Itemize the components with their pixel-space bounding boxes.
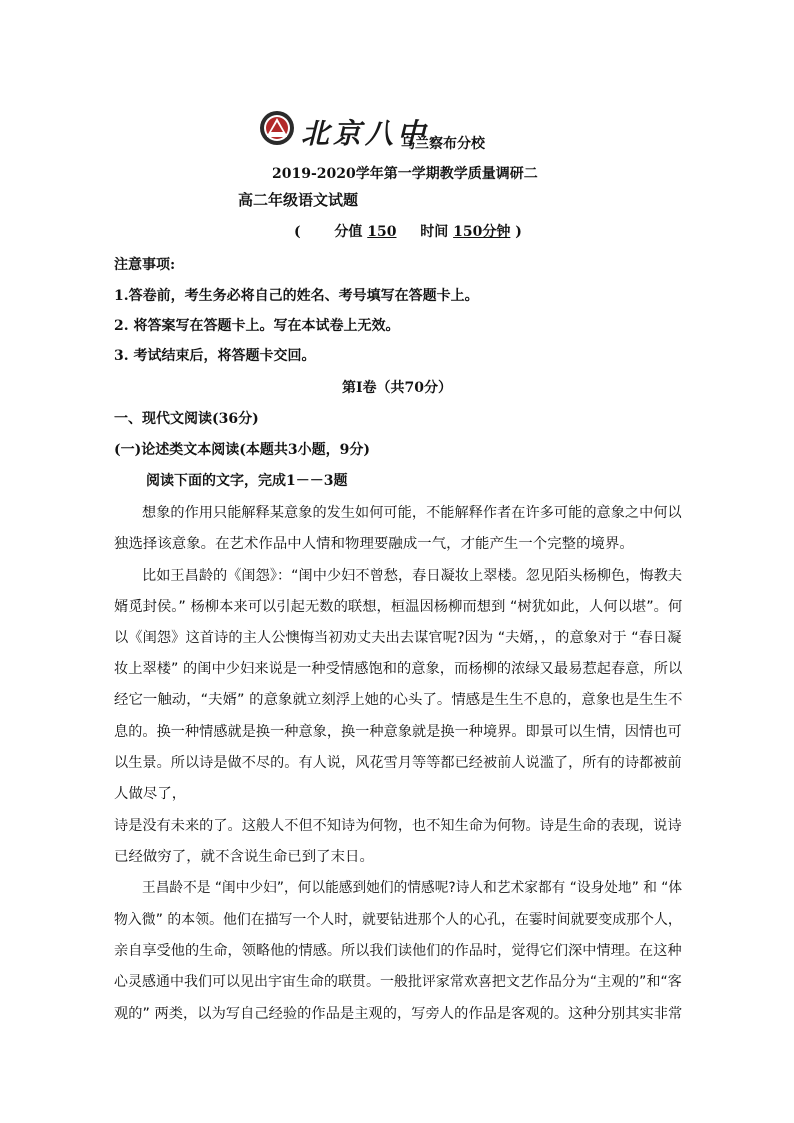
time-value: 150分钟 — [453, 224, 511, 240]
reading-instruction: 阅读下面的文字，完成1－－3题 — [146, 473, 348, 489]
score-open-paren: ( — [294, 224, 301, 240]
body-line: 息的。换一种情感就是换一种意象，换一种意象就是换一种境界。即景可以生情，因情也可 — [114, 724, 682, 740]
note-item: 2. 将答案写在答题卡上。写在本试卷上无效。 — [114, 318, 400, 334]
exam-title: 2019-2020学年第一学期教学质量调研二 — [272, 166, 538, 182]
body-line: 比如王昌龄的《闺怨》：“闺中少妇不曾愁，春日凝妆上翠楼。忽见陌头杨柳色，悔教夫 — [142, 568, 683, 584]
volume-heading: 第Ⅰ卷（共70分） — [342, 380, 453, 396]
body-line: 人做尽了， — [114, 786, 187, 802]
school-logo-text: 北京八中 — [301, 117, 430, 150]
body-line: 婿觅封侯。” 杨柳本来可以引起无数的联想，桓温因杨柳而想到 “树犹如此，人何以堪”。何 — [114, 599, 683, 615]
body-line: 以生景。所以诗是做不尽的。有人说，风花雪月等等都已经被前人说滥了，所有的诗都被前 — [114, 755, 682, 771]
body-line: 独选择该意象。在艺术作品中人情和物理要融成一气，才能产生一个完整的境界。 — [114, 536, 634, 552]
exam-subtitle: 高二年级语文试题 — [238, 191, 359, 209]
score-time-line — [294, 221, 522, 241]
score-close-paren: ) — [515, 224, 522, 240]
body-line: 亲自享受他的生命，领略他的情感。所以我们读他们的作品时，觉得它们深中情理。在这种 — [114, 943, 682, 959]
notes-heading: 注意事项: — [114, 257, 176, 273]
body-line: 妆上翠楼” 的闺中少妇来说是一种受情感饱和的意象，而杨柳的浓绿又最易惹起春意，所以 — [114, 661, 683, 677]
body-line: 经它一触动，“夫婿” 的意象就立刻浮上她的心头了。情感是生生不息的，意象也是生生不 — [114, 692, 683, 708]
score-value: 150 — [367, 224, 397, 240]
body-line: 心灵感通中我们可以见出宇宙生命的联贯。一般批评家常欢喜把文艺作品分为“主观的”和“客 — [114, 974, 682, 990]
subsection-heading: (一)论述类文本阅读(本题共3小题，9分) — [114, 442, 370, 458]
body-line: 诗是没有未来的了。这般人不但不知诗为何物，也不知生命为何物。诗是生命的表现，说诗 — [114, 818, 682, 834]
note-item: 1.答卷前，考生务必将自己的姓名、考号填写在答题卡上。 — [114, 288, 479, 304]
note-item: 3. 考试结束后，将答题卡交回。 — [114, 348, 316, 364]
body-line: 以《闺怨》这首诗的主人公懊悔当初劝丈夫出去谋官呢?因为 “夫婿，，的意象对于 “春日凝 — [114, 630, 682, 646]
time-label: 时间 — [420, 224, 449, 240]
school-logo-icon — [259, 110, 295, 146]
body-line: 已经做穷了，就不含说生命已到了末日。 — [114, 849, 374, 865]
branch-name: 乌兰察布分校 — [401, 136, 485, 152]
section-heading: 一、现代文阅读(36分) — [114, 411, 259, 427]
body-line: 物入微” 的本领。他们在描写一个人时，就要钻进那个人的心孔，在霎时间就要变成那个人， — [114, 912, 682, 928]
body-line: 观的” 两类，以为写自己经验的作品是主观的，写旁人的作品是客观的。这种分别其实非常 — [114, 1006, 683, 1022]
body-line: 想象的作用只能解释某意象的发生如何可能，不能解释作者在许多可能的意象之中何以 — [142, 505, 682, 521]
body-line: 王昌龄不是 “闺中少妇”，何以能感到她们的情感呢?诗人和艺术家都有 “设身处地” 和 “体 — [142, 880, 683, 896]
score-label: 分值 — [334, 224, 363, 240]
